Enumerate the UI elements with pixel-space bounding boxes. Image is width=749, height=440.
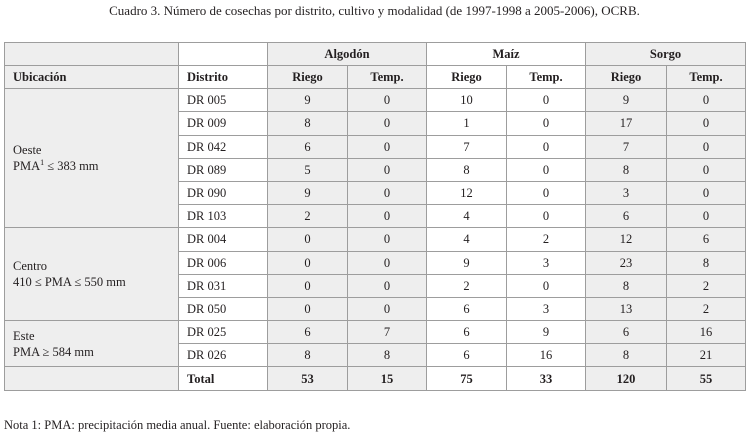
harvest-table: [4, 42, 746, 391]
value-cell: 13: [586, 297, 667, 320]
value-cell: 6: [427, 344, 507, 367]
value-cell: 16: [507, 344, 586, 367]
value-cell: 2: [667, 297, 746, 320]
district-cell: DR 090: [179, 181, 268, 204]
location-cell-centro: [5, 228, 179, 321]
location-name: Oeste: [13, 143, 42, 158]
value-cell: 3: [507, 251, 586, 274]
value-cell: 0: [667, 89, 746, 112]
district-cell: DR 103: [179, 205, 268, 228]
value-cell: 3: [586, 181, 667, 204]
location-name: Este: [13, 328, 35, 343]
value-cell: 8: [667, 251, 746, 274]
value-cell: 0: [507, 158, 586, 181]
value-cell: 0: [667, 158, 746, 181]
value-cell: 6: [427, 297, 507, 320]
value-cell: 0: [348, 181, 427, 204]
total-label: Total: [179, 367, 268, 390]
value-cell: 0: [348, 274, 427, 297]
crop-header-algodon: Algodón: [268, 43, 427, 66]
value-cell: 9: [507, 321, 586, 344]
location-pma: PMA ≥ 584 mm: [13, 344, 94, 359]
table-caption: Cuadro 3. Número de cosechas por distrito, cultivo y modalidad (de 1997-1998 a 2005-2006), OCRB.: [109, 3, 640, 18]
location-cell-este: [5, 321, 179, 367]
value-cell: 0: [348, 158, 427, 181]
location-name: Centro: [13, 259, 48, 274]
value-cell: 9: [427, 251, 507, 274]
location-pma: [13, 158, 178, 174]
column-header-riego: Riego: [586, 66, 667, 89]
district-cell: DR 009: [179, 112, 268, 135]
value-cell: 7: [427, 135, 507, 158]
district-cell: DR 026: [179, 344, 268, 367]
crop-header-maiz: Maíz: [427, 43, 586, 66]
column-header-temp: Temp.: [507, 66, 586, 89]
value-cell: 0: [268, 274, 348, 297]
value-cell: 5: [268, 158, 348, 181]
value-cell: 0: [348, 89, 427, 112]
column-header-row: [5, 66, 746, 89]
value-cell: 8: [348, 344, 427, 367]
district-cell: DR 042: [179, 135, 268, 158]
value-cell: 2: [667, 274, 746, 297]
total-cell: 33: [507, 367, 586, 390]
total-cell: 75: [427, 367, 507, 390]
table-row: [5, 89, 746, 112]
location-pma: 410 ≤ PMA ≤ 550 mm: [13, 275, 126, 290]
column-header-riego: Riego: [427, 66, 507, 89]
value-cell: 0: [348, 135, 427, 158]
value-cell: 10: [427, 89, 507, 112]
value-cell: 0: [507, 112, 586, 135]
total-cell: 15: [348, 367, 427, 390]
value-cell: 0: [507, 89, 586, 112]
district-cell: DR 050: [179, 297, 268, 320]
value-cell: 17: [586, 112, 667, 135]
footnote: Nota 1: PMA: precipitación media anual. Fuente: elaboración propia.: [4, 418, 351, 432]
value-cell: 8: [586, 344, 667, 367]
total-cell: 55: [667, 367, 746, 390]
value-cell: 0: [667, 112, 746, 135]
value-cell: 16: [667, 321, 746, 344]
column-header-riego: Riego: [268, 66, 348, 89]
value-cell: 2: [507, 228, 586, 251]
value-cell: 9: [268, 181, 348, 204]
value-cell: 6: [586, 205, 667, 228]
value-cell: 2: [268, 205, 348, 228]
district-cell: DR 089: [179, 158, 268, 181]
value-cell: 8: [586, 274, 667, 297]
district-cell: DR 025: [179, 321, 268, 344]
crop-header-row: [5, 43, 746, 66]
value-cell: 0: [268, 297, 348, 320]
value-cell: 4: [427, 228, 507, 251]
value-cell: 12: [427, 181, 507, 204]
empty-corner-cell: [5, 43, 179, 66]
column-header-distrito: Distrito: [179, 66, 268, 89]
total-row: [5, 367, 746, 390]
pma-range: ≤ 383 mm: [44, 159, 99, 174]
value-cell: 9: [268, 89, 348, 112]
value-cell: 0: [667, 205, 746, 228]
value-cell: 7: [586, 135, 667, 158]
value-cell: 21: [667, 344, 746, 367]
column-header-temp: Temp.: [667, 66, 746, 89]
empty-corner-cell: [179, 43, 268, 66]
value-cell: 8: [268, 112, 348, 135]
value-cell: 0: [348, 205, 427, 228]
crop-header-sorgo: Sorgo: [586, 43, 746, 66]
total-cell: 53: [268, 367, 348, 390]
value-cell: 6: [268, 321, 348, 344]
value-cell: 0: [507, 181, 586, 204]
value-cell: 6: [586, 321, 667, 344]
empty-cell: [5, 367, 179, 390]
table-row: [5, 228, 746, 251]
value-cell: 4: [427, 205, 507, 228]
table-row: [5, 321, 746, 344]
value-cell: 23: [586, 251, 667, 274]
value-cell: 0: [507, 274, 586, 297]
value-cell: 0: [348, 297, 427, 320]
value-cell: 2: [427, 274, 507, 297]
value-cell: 12: [586, 228, 667, 251]
value-cell: 6: [427, 321, 507, 344]
value-cell: 8: [586, 158, 667, 181]
value-cell: 6: [268, 135, 348, 158]
value-cell: 7: [348, 321, 427, 344]
footnote-marker: 1: [40, 158, 45, 168]
value-cell: 8: [268, 344, 348, 367]
value-cell: 0: [348, 228, 427, 251]
value-cell: 0: [268, 251, 348, 274]
column-header-temp: Temp.: [348, 66, 427, 89]
pma-abbrev: PMA: [13, 159, 41, 174]
value-cell: 0: [507, 135, 586, 158]
district-cell: DR 006: [179, 251, 268, 274]
value-cell: 0: [667, 181, 746, 204]
district-cell: DR 005: [179, 89, 268, 112]
location-cell-oeste: [5, 89, 179, 228]
total-cell: 120: [586, 367, 667, 390]
value-cell: 6: [667, 228, 746, 251]
value-cell: 1: [427, 112, 507, 135]
value-cell: 0: [667, 135, 746, 158]
district-cell: DR 004: [179, 228, 268, 251]
value-cell: 9: [586, 89, 667, 112]
district-cell: DR 031: [179, 274, 268, 297]
value-cell: 8: [427, 158, 507, 181]
value-cell: 0: [268, 228, 348, 251]
column-header-ubicacion: Ubicación: [5, 66, 179, 89]
value-cell: 0: [348, 251, 427, 274]
value-cell: 0: [348, 112, 427, 135]
value-cell: 3: [507, 297, 586, 320]
value-cell: 0: [507, 205, 586, 228]
